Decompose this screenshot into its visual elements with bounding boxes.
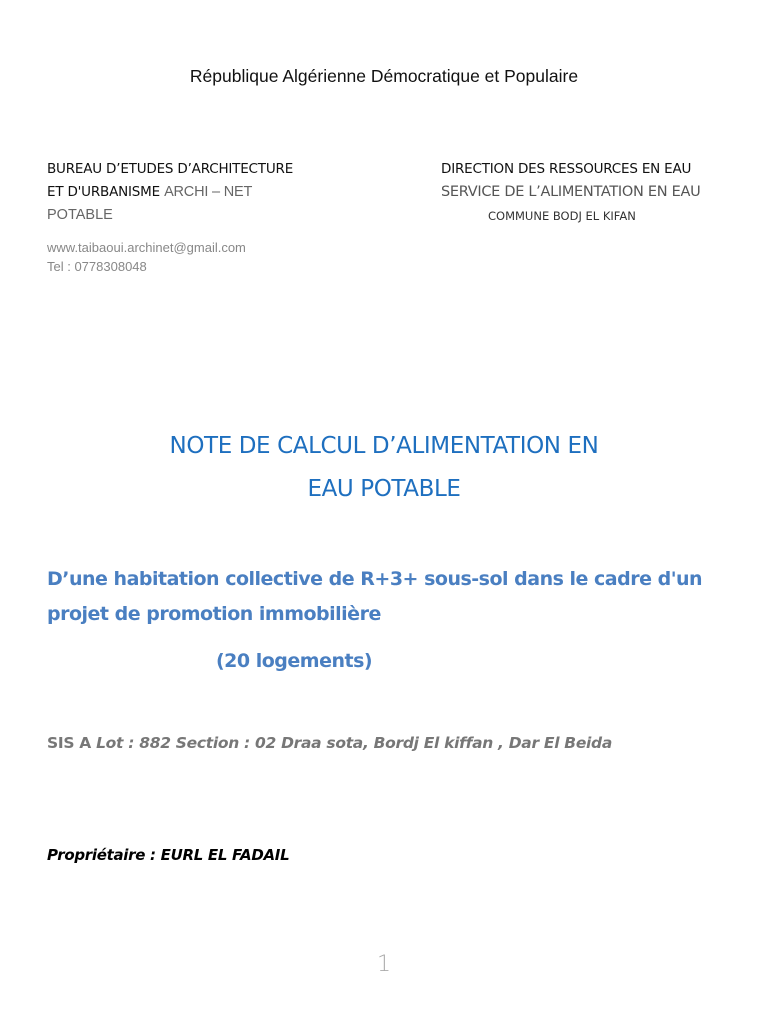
direction-line2: SERVICE DE L’ALIMENTATION EN EAU [441, 184, 701, 200]
bureau-phone: Tel : 0778308048 [47, 259, 147, 274]
location-line [47, 734, 612, 752]
bureau-name-line2 [47, 184, 252, 200]
republic-heading: République Algérienne Démocratique et Populaire [189, 66, 579, 86]
bureau-line2-main: ET D'URBANISME [47, 184, 165, 200]
subtitle-units: (20 logements) [216, 650, 373, 672]
direction-line3: COMMUNE BODJ EL KIFAN [488, 209, 636, 223]
owner-line: Propriétaire : EURL EL FADAIL [47, 846, 290, 864]
bureau-name-line3: POTABLE [47, 207, 113, 223]
subtitle-line1: D’une habitation collective de R+3+ sous-sol dans le cadre d'un [47, 568, 703, 590]
direction-line1: DIRECTION DES RESSOURCES EN EAU [441, 161, 692, 177]
document-title-line1: NOTE DE CALCUL D’ALIMENTATION EN [169, 433, 599, 459]
bureau-firm-name: ARCHI – NET [164, 184, 253, 200]
location-detail: Lot : 882 Section : 02 Draa sota, Bordj El kiffan , Dar El Beida [96, 734, 613, 752]
location-prefix: SIS A [47, 734, 97, 752]
page-number: 1 [377, 952, 391, 977]
document-title-line2: EAU POTABLE [307, 476, 461, 502]
bureau-name-line1: BUREAU D’ETUDES D’ARCHITECTURE [47, 161, 294, 177]
subtitle-line2: projet de promotion immobilière [47, 603, 381, 625]
bureau-website: www.taibaoui.archinet@gmail.com [47, 240, 246, 255]
